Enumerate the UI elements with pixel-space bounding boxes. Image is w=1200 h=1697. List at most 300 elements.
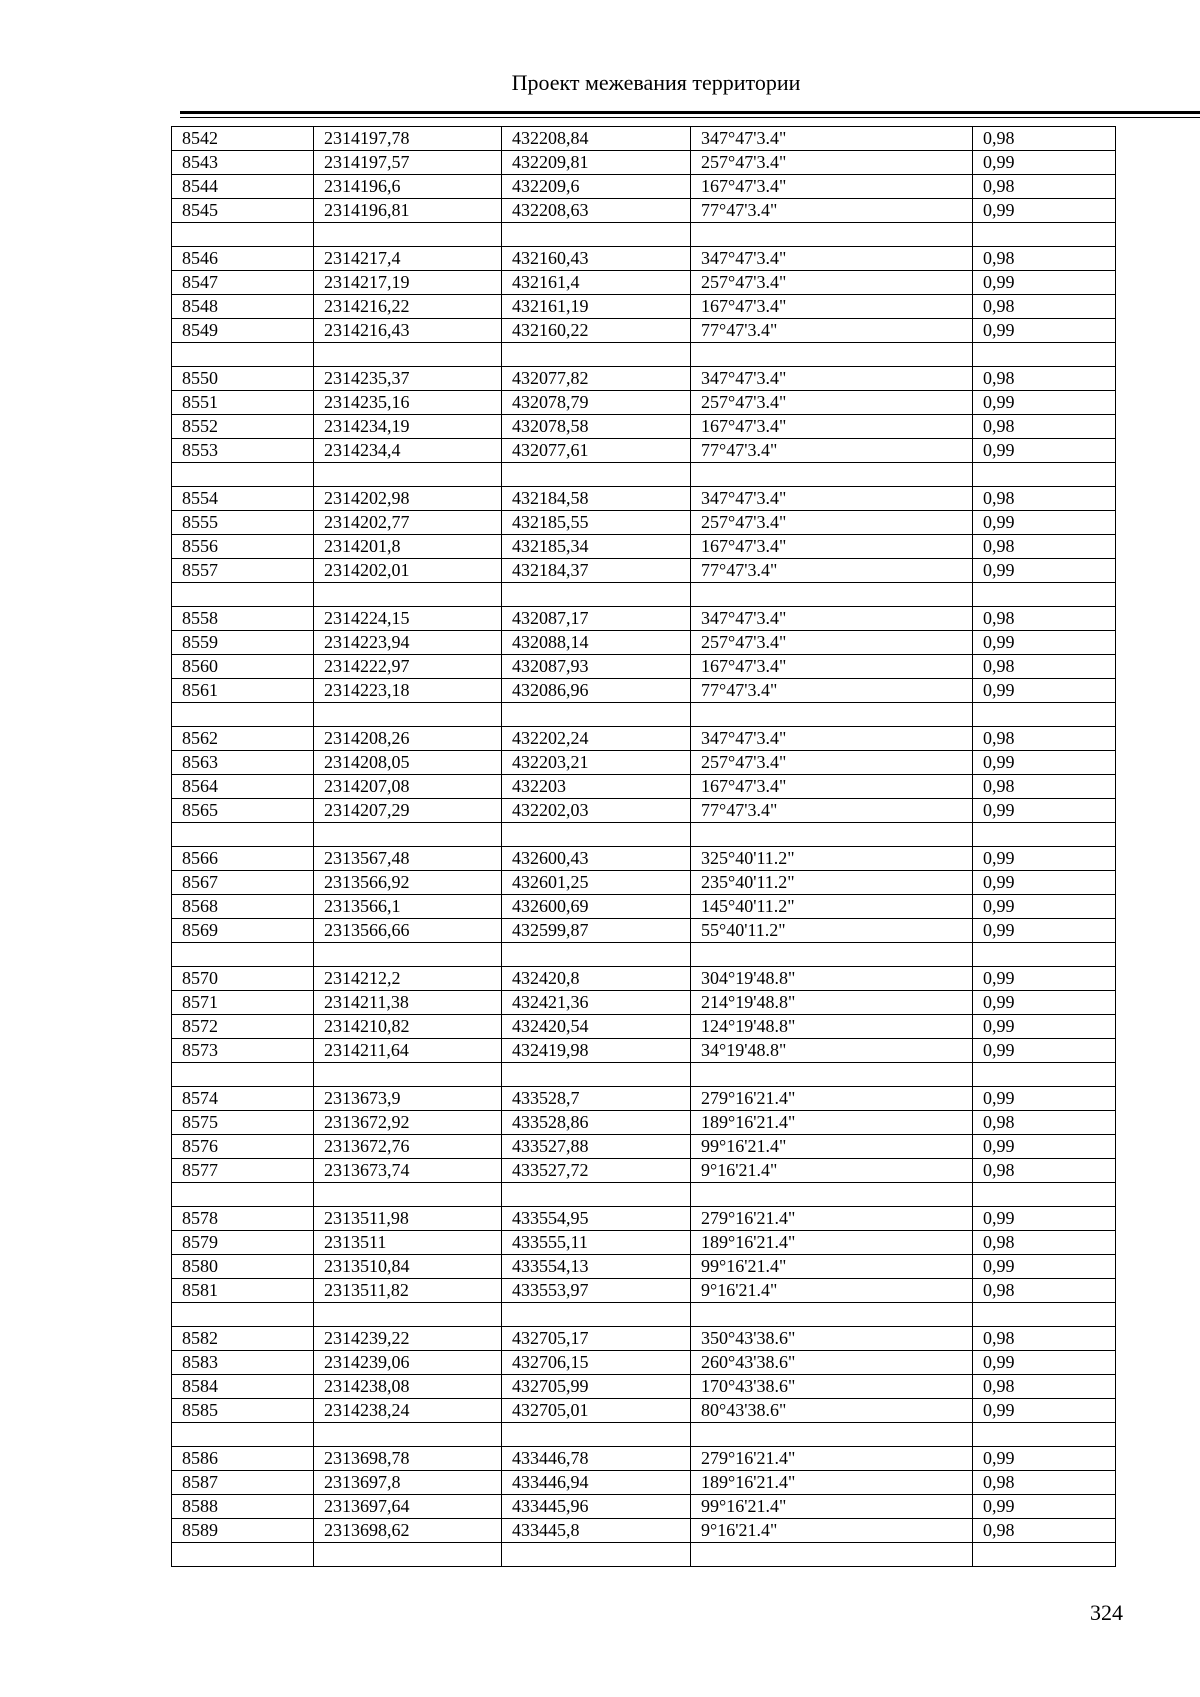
point-number-cell: 8562 [172,727,314,751]
distance-cell: 0,99 [973,199,1116,223]
direction-angle-cell: 167°47'3.4" [691,175,973,199]
y-coordinate-cell: 432600,69 [502,895,691,919]
empty-cell [314,343,502,367]
distance-cell: 0,98 [973,1327,1116,1351]
x-coordinate-cell: 2314223,18 [314,679,502,703]
direction-angle-cell: 257°47'3.4" [691,511,973,535]
empty-cell [172,1543,314,1567]
empty-cell [314,1183,502,1207]
empty-cell [973,1303,1116,1327]
y-coordinate-cell: 432208,63 [502,199,691,223]
x-coordinate-cell: 2314235,37 [314,367,502,391]
distance-cell: 0,99 [973,1207,1116,1231]
point-number-cell: 8549 [172,319,314,343]
table-row [172,1231,1116,1255]
empty-cell [502,1183,691,1207]
empty-cell [172,943,314,967]
table-row [172,751,1116,775]
table-row [172,1087,1116,1111]
distance-cell: 0,99 [973,1495,1116,1519]
direction-angle-cell: 189°16'21.4" [691,1471,973,1495]
point-number-cell: 8543 [172,151,314,175]
point-number-cell: 8553 [172,439,314,463]
x-coordinate-cell: 2314238,24 [314,1399,502,1423]
direction-angle-cell: 77°47'3.4" [691,679,973,703]
x-coordinate-cell: 2314202,01 [314,559,502,583]
empty-cell [973,823,1116,847]
table-row [172,559,1116,583]
empty-cell [691,223,973,247]
x-coordinate-cell: 2313566,66 [314,919,502,943]
empty-cell [172,223,314,247]
empty-cell [314,703,502,727]
distance-cell: 0,98 [973,415,1116,439]
table-row [172,1447,1116,1471]
y-coordinate-cell: 432086,96 [502,679,691,703]
direction-angle-cell: 99°16'21.4" [691,1255,973,1279]
table-row [172,1015,1116,1039]
direction-angle-cell: 350°43'38.6" [691,1327,973,1351]
distance-cell: 0,98 [973,487,1116,511]
point-number-cell: 8566 [172,847,314,871]
direction-angle-cell: 235°40'11.2" [691,871,973,895]
coordinates-table-body [172,127,1116,1567]
empty-cell [973,703,1116,727]
y-coordinate-cell: 432208,84 [502,127,691,151]
empty-cell [973,343,1116,367]
x-coordinate-cell: 2313673,9 [314,1087,502,1111]
x-coordinate-cell: 2313511,98 [314,1207,502,1231]
empty-cell [973,1423,1116,1447]
direction-angle-cell: 257°47'3.4" [691,391,973,415]
x-coordinate-cell: 2314216,43 [314,319,502,343]
empty-cell [172,343,314,367]
empty-cell [172,823,314,847]
x-coordinate-cell: 2314222,97 [314,655,502,679]
empty-cell [691,703,973,727]
direction-angle-cell: 304°19'48.8" [691,967,973,991]
separator-row [172,943,1116,967]
point-number-cell: 8542 [172,127,314,151]
x-coordinate-cell: 2314197,57 [314,151,502,175]
point-number-cell: 8555 [172,511,314,535]
empty-cell [172,463,314,487]
direction-angle-cell: 9°16'21.4" [691,1519,973,1543]
distance-cell: 0,99 [973,151,1116,175]
distance-cell: 0,99 [973,391,1116,415]
distance-cell: 0,99 [973,679,1116,703]
y-coordinate-cell: 433554,13 [502,1255,691,1279]
direction-angle-cell: 167°47'3.4" [691,415,973,439]
point-number-cell: 8546 [172,247,314,271]
x-coordinate-cell: 2314223,94 [314,631,502,655]
empty-cell [172,1063,314,1087]
distance-cell: 0,98 [973,1375,1116,1399]
distance-cell: 0,98 [973,1519,1116,1543]
table-row [172,439,1116,463]
distance-cell: 0,99 [973,799,1116,823]
distance-cell: 0,98 [973,127,1116,151]
direction-angle-cell: 77°47'3.4" [691,319,973,343]
distance-cell: 0,99 [973,511,1116,535]
y-coordinate-cell: 432419,98 [502,1039,691,1063]
table-row [172,367,1116,391]
y-coordinate-cell: 432420,54 [502,1015,691,1039]
table-row [172,295,1116,319]
y-coordinate-cell: 433445,8 [502,1519,691,1543]
empty-cell [691,823,973,847]
empty-cell [973,463,1116,487]
y-coordinate-cell: 432599,87 [502,919,691,943]
direction-angle-cell: 279°16'21.4" [691,1207,973,1231]
point-number-cell: 8550 [172,367,314,391]
table-row [172,895,1116,919]
empty-cell [172,1303,314,1327]
table-row [172,511,1116,535]
empty-cell [314,583,502,607]
table-row [172,1351,1116,1375]
distance-cell: 0,99 [973,1135,1116,1159]
x-coordinate-cell: 2314208,26 [314,727,502,751]
direction-angle-cell: 347°47'3.4" [691,607,973,631]
table-row [172,391,1116,415]
distance-cell: 0,98 [973,1279,1116,1303]
distance-cell: 0,99 [973,751,1116,775]
y-coordinate-cell: 432209,81 [502,151,691,175]
x-coordinate-cell: 2314207,29 [314,799,502,823]
y-coordinate-cell: 433446,94 [502,1471,691,1495]
x-coordinate-cell: 2314196,6 [314,175,502,199]
x-coordinate-cell: 2313511 [314,1231,502,1255]
table-row [172,247,1116,271]
direction-angle-cell: 189°16'21.4" [691,1231,973,1255]
empty-cell [502,583,691,607]
x-coordinate-cell: 2314216,22 [314,295,502,319]
point-number-cell: 8545 [172,199,314,223]
table-row [172,1495,1116,1519]
distance-cell: 0,99 [973,847,1116,871]
y-coordinate-cell: 433528,86 [502,1111,691,1135]
y-coordinate-cell: 433528,7 [502,1087,691,1111]
direction-angle-cell: 77°47'3.4" [691,199,973,223]
y-coordinate-cell: 432184,58 [502,487,691,511]
page-number: 324 [1090,1600,1123,1625]
empty-cell [691,943,973,967]
direction-angle-cell: 167°47'3.4" [691,295,973,319]
point-number-cell: 8588 [172,1495,314,1519]
y-coordinate-cell: 432161,19 [502,295,691,319]
x-coordinate-cell: 2313673,74 [314,1159,502,1183]
table-row [172,775,1116,799]
empty-cell [314,1543,502,1567]
table-row [172,655,1116,679]
table-row [172,1039,1116,1063]
point-number-cell: 8581 [172,1279,314,1303]
table-row [172,967,1116,991]
distance-cell: 0,99 [973,1015,1116,1039]
direction-angle-cell: 34°19'48.8" [691,1039,973,1063]
point-number-cell: 8567 [172,871,314,895]
point-number-cell: 8570 [172,967,314,991]
table-row [172,199,1116,223]
point-number-cell: 8565 [172,799,314,823]
direction-angle-cell: 257°47'3.4" [691,751,973,775]
point-number-cell: 8587 [172,1471,314,1495]
table-row [172,487,1116,511]
distance-cell: 0,99 [973,559,1116,583]
empty-cell [691,463,973,487]
direction-angle-cell: 257°47'3.4" [691,631,973,655]
point-number-cell: 8582 [172,1327,314,1351]
distance-cell: 0,98 [973,1471,1116,1495]
table-row [172,1159,1116,1183]
direction-angle-cell: 325°40'11.2" [691,847,973,871]
x-coordinate-cell: 2314212,2 [314,967,502,991]
y-coordinate-cell: 432420,8 [502,967,691,991]
table-row [172,1279,1116,1303]
y-coordinate-cell: 432160,43 [502,247,691,271]
direction-angle-cell: 9°16'21.4" [691,1159,973,1183]
empty-cell [502,1423,691,1447]
point-number-cell: 8573 [172,1039,314,1063]
x-coordinate-cell: 2314224,15 [314,607,502,631]
empty-cell [502,703,691,727]
table-row [172,1207,1116,1231]
y-coordinate-cell: 432087,17 [502,607,691,631]
empty-cell [502,823,691,847]
table-row [172,919,1116,943]
empty-cell [502,343,691,367]
x-coordinate-cell: 2314217,4 [314,247,502,271]
point-number-cell: 8563 [172,751,314,775]
table-row [172,679,1116,703]
distance-cell: 0,99 [973,271,1116,295]
empty-cell [172,583,314,607]
y-coordinate-cell: 432706,15 [502,1351,691,1375]
y-coordinate-cell: 432160,22 [502,319,691,343]
x-coordinate-cell: 2314197,78 [314,127,502,151]
distance-cell: 0,98 [973,775,1116,799]
empty-cell [502,1543,691,1567]
distance-cell: 0,99 [973,991,1116,1015]
point-number-cell: 8584 [172,1375,314,1399]
separator-row [172,703,1116,727]
direction-angle-cell: 260°43'38.6" [691,1351,973,1375]
direction-angle-cell: 257°47'3.4" [691,151,973,175]
direction-angle-cell: 167°47'3.4" [691,655,973,679]
distance-cell: 0,99 [973,895,1116,919]
point-number-cell: 8579 [172,1231,314,1255]
distance-cell: 0,98 [973,655,1116,679]
point-number-cell: 8571 [172,991,314,1015]
empty-cell [691,583,973,607]
table-row [172,319,1116,343]
direction-angle-cell: 77°47'3.4" [691,559,973,583]
x-coordinate-cell: 2314210,82 [314,1015,502,1039]
x-coordinate-cell: 2313672,76 [314,1135,502,1159]
distance-cell: 0,99 [973,1255,1116,1279]
point-number-cell: 8580 [172,1255,314,1279]
direction-angle-cell: 55°40'11.2" [691,919,973,943]
distance-cell: 0,99 [973,439,1116,463]
empty-cell [502,943,691,967]
point-number-cell: 8561 [172,679,314,703]
table-row [172,847,1116,871]
distance-cell: 0,99 [973,631,1116,655]
x-coordinate-cell: 2313697,8 [314,1471,502,1495]
y-coordinate-cell: 432185,34 [502,535,691,559]
direction-angle-cell: 170°43'38.6" [691,1375,973,1399]
point-number-cell: 8576 [172,1135,314,1159]
x-coordinate-cell: 2313566,1 [314,895,502,919]
separator-row [172,1303,1116,1327]
y-coordinate-cell: 432203 [502,775,691,799]
empty-cell [314,1063,502,1087]
direction-angle-cell: 347°47'3.4" [691,127,973,151]
point-number-cell: 8559 [172,631,314,655]
point-number-cell: 8577 [172,1159,314,1183]
direction-angle-cell: 347°47'3.4" [691,727,973,751]
direction-angle-cell: 99°16'21.4" [691,1135,973,1159]
distance-cell: 0,98 [973,607,1116,631]
empty-cell [691,1423,973,1447]
point-number-cell: 8560 [172,655,314,679]
table-row [172,1135,1116,1159]
x-coordinate-cell: 2313511,82 [314,1279,502,1303]
distance-cell: 0,98 [973,535,1116,559]
distance-cell: 0,99 [973,1039,1116,1063]
table-row [172,871,1116,895]
distance-cell: 0,99 [973,919,1116,943]
direction-angle-cell: 167°47'3.4" [691,775,973,799]
separator-row [172,1063,1116,1087]
x-coordinate-cell: 2313672,92 [314,1111,502,1135]
point-number-cell: 8556 [172,535,314,559]
empty-cell [502,223,691,247]
separator-row [172,1543,1116,1567]
y-coordinate-cell: 432077,61 [502,439,691,463]
y-coordinate-cell: 432705,01 [502,1399,691,1423]
y-coordinate-cell: 432202,03 [502,799,691,823]
x-coordinate-cell: 2314202,77 [314,511,502,535]
empty-cell [691,1303,973,1327]
empty-cell [314,823,502,847]
y-coordinate-cell: 432705,99 [502,1375,691,1399]
x-coordinate-cell: 2314238,08 [314,1375,502,1399]
point-number-cell: 8544 [172,175,314,199]
point-number-cell: 8578 [172,1207,314,1231]
distance-cell: 0,98 [973,727,1116,751]
point-number-cell: 8548 [172,295,314,319]
direction-angle-cell: 124°19'48.8" [691,1015,973,1039]
direction-angle-cell: 347°47'3.4" [691,367,973,391]
distance-cell: 0,98 [973,1231,1116,1255]
x-coordinate-cell: 2313697,64 [314,1495,502,1519]
table-row [172,175,1116,199]
empty-cell [973,1063,1116,1087]
y-coordinate-cell: 432209,6 [502,175,691,199]
x-coordinate-cell: 2313566,92 [314,871,502,895]
point-number-cell: 8557 [172,559,314,583]
table-row [172,727,1116,751]
coordinates-table [171,126,1116,1567]
direction-angle-cell: 279°16'21.4" [691,1087,973,1111]
x-coordinate-cell: 2314208,05 [314,751,502,775]
table-row [172,1399,1116,1423]
x-coordinate-cell: 2314235,16 [314,391,502,415]
empty-cell [973,1543,1116,1567]
separator-row [172,223,1116,247]
empty-cell [314,1423,502,1447]
table-row [172,1519,1116,1543]
x-coordinate-cell: 2314196,81 [314,199,502,223]
x-coordinate-cell: 2313567,48 [314,847,502,871]
table-row [172,271,1116,295]
x-coordinate-cell: 2313698,62 [314,1519,502,1543]
table-row [172,1111,1116,1135]
table-row [172,631,1116,655]
point-number-cell: 8583 [172,1351,314,1375]
empty-cell [314,1303,502,1327]
y-coordinate-cell: 432077,82 [502,367,691,391]
table-row [172,127,1116,151]
y-coordinate-cell: 432202,24 [502,727,691,751]
table-row [172,607,1116,631]
distance-cell: 0,99 [973,1087,1116,1111]
empty-cell [973,1183,1116,1207]
table-row [172,151,1116,175]
distance-cell: 0,99 [973,1447,1116,1471]
x-coordinate-cell: 2313510,84 [314,1255,502,1279]
empty-cell [314,223,502,247]
point-number-cell: 8554 [172,487,314,511]
point-number-cell: 8558 [172,607,314,631]
distance-cell: 0,98 [973,1111,1116,1135]
table-row [172,799,1116,823]
distance-cell: 0,98 [973,367,1116,391]
point-number-cell: 8551 [172,391,314,415]
x-coordinate-cell: 2314234,4 [314,439,502,463]
y-coordinate-cell: 433554,95 [502,1207,691,1231]
separator-row [172,823,1116,847]
header-rule-thick [180,111,1200,114]
y-coordinate-cell: 432078,79 [502,391,691,415]
empty-cell [691,1063,973,1087]
separator-row [172,1423,1116,1447]
direction-angle-cell: 167°47'3.4" [691,535,973,559]
direction-angle-cell: 257°47'3.4" [691,271,973,295]
empty-cell [973,943,1116,967]
header-rule-thin [180,117,1200,118]
x-coordinate-cell: 2313698,78 [314,1447,502,1471]
direction-angle-cell: 189°16'21.4" [691,1111,973,1135]
empty-cell [973,223,1116,247]
table-row [172,535,1116,559]
table-row [172,415,1116,439]
empty-cell [502,1303,691,1327]
point-number-cell: 8569 [172,919,314,943]
x-coordinate-cell: 2314211,64 [314,1039,502,1063]
point-number-cell: 8586 [172,1447,314,1471]
table-row [172,1375,1116,1399]
empty-cell [172,1183,314,1207]
direction-angle-cell: 99°16'21.4" [691,1495,973,1519]
x-coordinate-cell: 2314239,06 [314,1351,502,1375]
y-coordinate-cell: 433527,72 [502,1159,691,1183]
x-coordinate-cell: 2314211,38 [314,991,502,1015]
x-coordinate-cell: 2314202,98 [314,487,502,511]
direction-angle-cell: 214°19'48.8" [691,991,973,1015]
